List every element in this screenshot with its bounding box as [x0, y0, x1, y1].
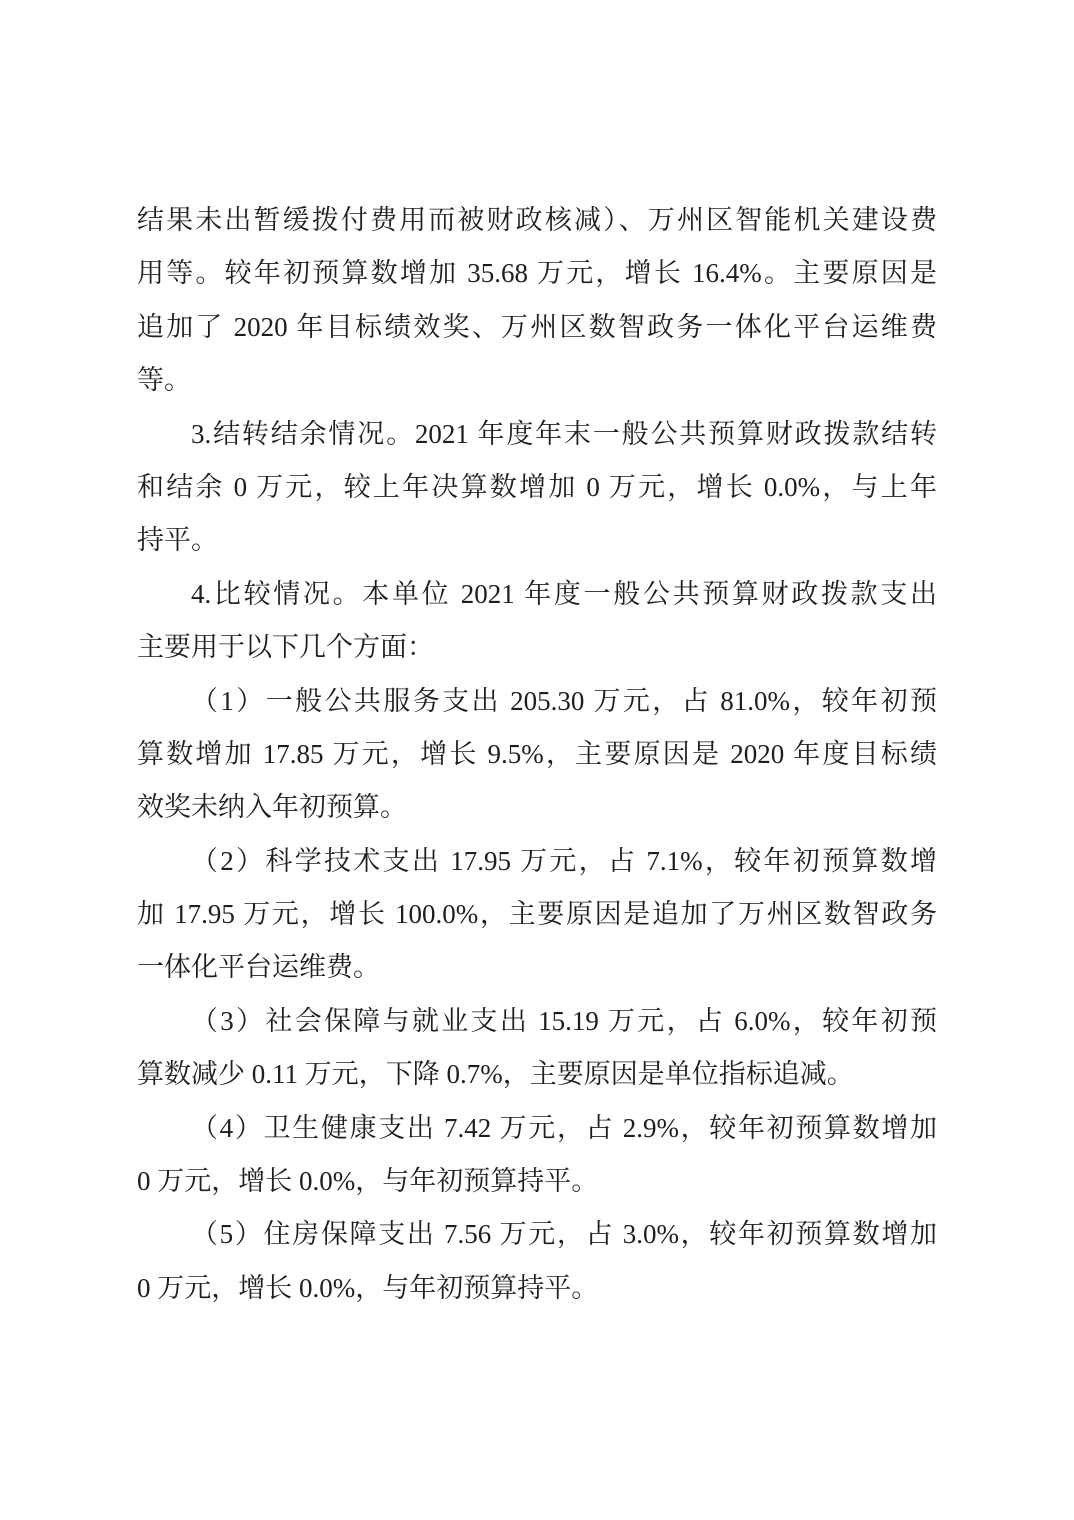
- paragraph: [137, 568, 937, 675]
- text-line: 4.比较情况。本单位 2021 年度一般公共预算财政拨款支出: [191, 578, 937, 609]
- text-line: 0 万元，增长 0.0%，与年初预算持平。: [137, 1166, 599, 1197]
- paragraph: [137, 1208, 937, 1315]
- text-line: 算数减少 0.11 万元，下降 0.7%，主要原因是单位指标追减。: [137, 1059, 854, 1090]
- paragraph: [137, 995, 937, 1102]
- paragraph: [137, 408, 937, 568]
- paragraph: [137, 675, 937, 835]
- text-line: （5）住房保障支出 7.56 万元，占 3.0%，较年初预算数增加: [191, 1219, 937, 1250]
- text-line: 追加了 2020 年目标绩效奖、万州区数智政务一体化平台运维费: [137, 311, 937, 342]
- text-line: 主要用于以下几个方面：: [137, 632, 434, 663]
- text-line: （3）社会保障与就业支出 15.19 万元，占 6.0%，较年初预: [191, 1005, 937, 1036]
- text-line: 3.结转结余情况。2021 年度年末一般公共预算财政拨款结转: [191, 418, 937, 449]
- text-line: 和结余 0 万元，较上年决算数增加 0 万元，增长 0.0%，与上年: [137, 471, 937, 502]
- text-line: 持平。: [137, 525, 218, 556]
- paragraph: [137, 1102, 937, 1209]
- text-line: （2）科学技术支出 17.95 万元，占 7.1%，较年初预算数增: [191, 845, 937, 876]
- paragraph: [137, 835, 937, 995]
- text-line: 加 17.95 万元，增长 100.0%，主要原因是追加了万州区数智政务: [137, 899, 937, 930]
- paragraph: [137, 194, 937, 408]
- text-line: 等。: [137, 365, 191, 396]
- document-text: [137, 194, 937, 1315]
- text-line: 结果未出暂缓拨付费用而被财政核减）、万州区智能机关建设费: [137, 205, 937, 235]
- text-line: （1）一般公共服务支出 205.30 万元，占 81.0%，较年初预: [191, 685, 937, 716]
- text-line: （4）卫生健康支出 7.42 万元，占 2.9%，较年初预算数增加: [191, 1112, 937, 1143]
- text-line: 用等。较年初预算数增加 35.68 万元，增长 16.4%。主要原因是: [137, 258, 937, 289]
- text-line: 算数增加 17.85 万元，增长 9.5%，主要原因是 2020 年度目标绩: [137, 738, 937, 769]
- text-line: 0 万元，增长 0.0%，与年初预算持平。: [137, 1272, 599, 1303]
- text-line: 一体化平台运维费。: [137, 952, 380, 983]
- text-line: 效奖未纳入年初预算。: [137, 792, 407, 823]
